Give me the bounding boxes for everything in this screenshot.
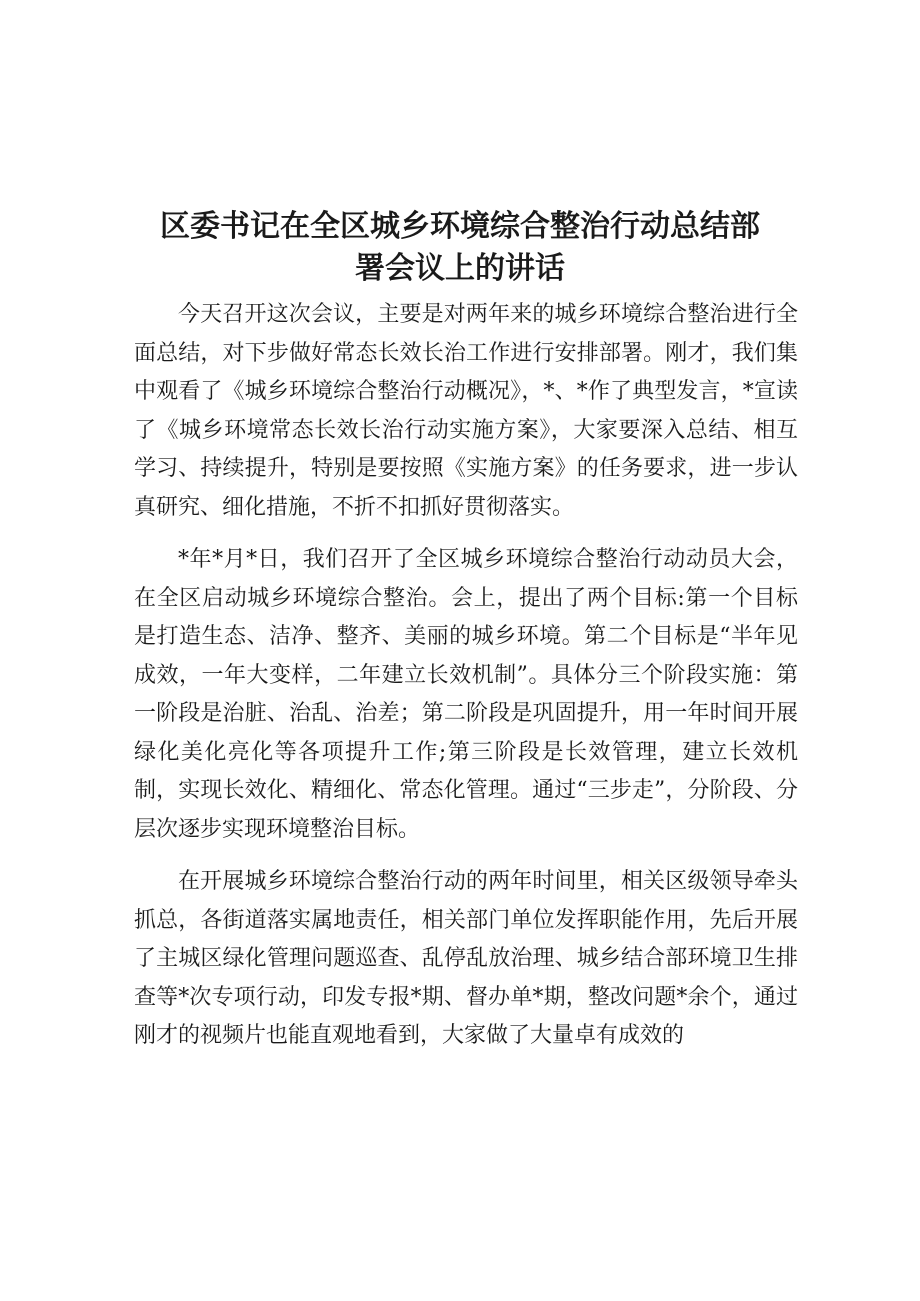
document-title: [100, 206, 820, 290]
title-line-2: 署会议上的讲话: [355, 251, 565, 286]
title-line-1: 区委书记在全区城乡环境综合整治行动总结部: [160, 209, 760, 244]
paragraph-2: *年*月*日，我们召开了全区城乡环境综合整治行动动员大会，在全区启动城乡环境综合整治。会上，提出了两个目标:第一个目标是打造生态、洁净、整齐、美丽的城乡环境。第二个目标是“半年见成效，一年大变样，二年建立长效机制”。具体分三个阶段实施：第一阶段是治脏、治乱、治差；第二阶段是巩固提升，用一年时间开展绿化美化亮化等各项提升工作;第三阶段是长效管理，建立长效机制，实现长效化、精细化、常态化管理。通过“三步走”，分阶段、分层次逐步实现环境整治目标。: [134, 547, 798, 842]
paragraph-1: 今天召开这次会议，主要是对两年来的城乡环境综合整治进行全面总结，对下步做好常态长效长治工作进行安排部署。刚才，我们集中观看了《城乡环境综合整治行动概况》，*、*作了典型发言，*宣读了《城乡环境常态长效长治行动实施方案》，大家要深入总结、相互学习、持续提升，特别是要按照《实施方案》的任务要求，进一步认真研究、细化措施，不折不扣抓好贯彻落实。: [134, 302, 798, 520]
document-body: [134, 296, 798, 1056]
paragraph-3: 在开展城乡环境综合整治行动的两年时间里，相关区级领导牵头抓总，各街道落实属地责任，相关部门单位发挥职能作用，先后开展了主城区绿化管理问题巡查、乱停乱放治理、城乡结合部环境卫生排查等*次专项行动，印发专报*期、督办单*期，整改问题*余个，通过刚才的视频片也能直观地看到，大家做了大量卓有成效的: [134, 869, 798, 1048]
